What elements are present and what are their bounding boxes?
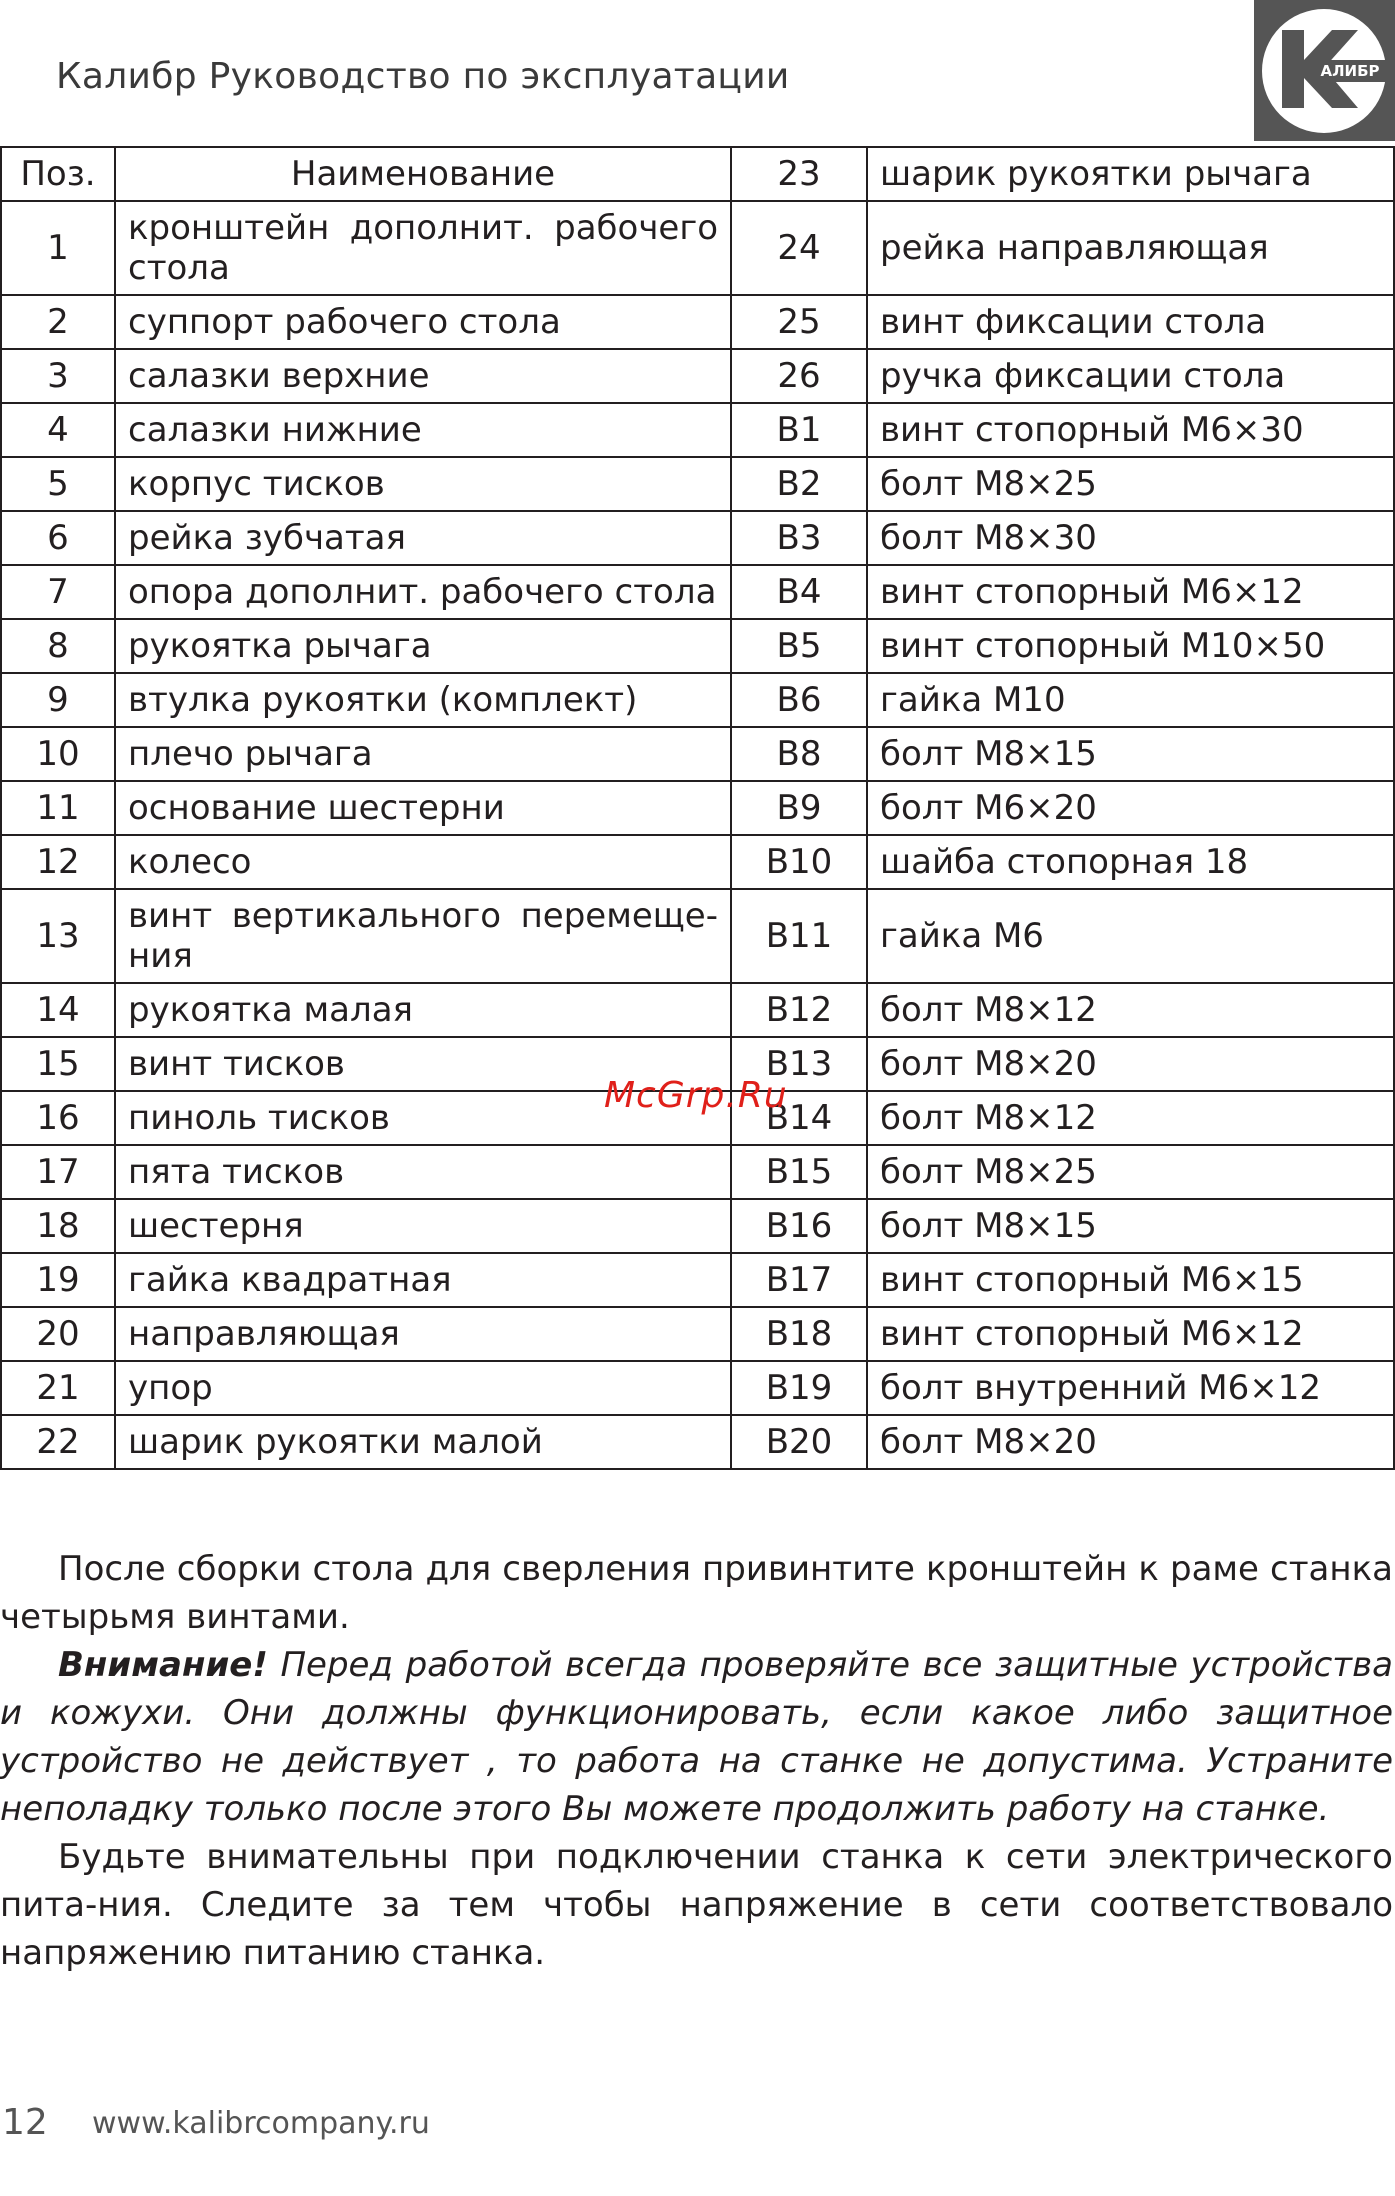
cell-name: упор [115,1361,731,1415]
cell-name2: ручка фиксации стола [867,349,1394,403]
footer-website: www.kalibrcompany.ru [92,2106,430,2141]
cell-name: винт вертикального перемеще-ния [115,889,731,983]
header-cell-pos2: 23 [731,147,867,201]
table-row [1,1307,1394,1361]
kalibr-logo-icon [1254,0,1395,141]
cell-pos: 5 [1,457,115,511]
table-row [1,1199,1394,1253]
cell-name: втулка рукоятки (комплект) [115,673,731,727]
cell-name2: винт стопорный М6×12 [867,1307,1394,1361]
cell-pos: 14 [1,983,115,1037]
cell-name: кронштейн дополнит. рабочего стола [115,201,731,295]
cell-pos: 17 [1,1145,115,1199]
cell-pos2: B3 [731,511,867,565]
warning-text: Перед работой всегда проверяйте все защитные устройства и кожухи. Они должны функционировать, если какое либо защитное устройство не действует , то работа на станке не допустима. Устраните неполадку только после этого Вы можете продолжить работу на станке. [0,1645,1393,1829]
table-row [1,835,1394,889]
cell-name: рукоятка рычага [115,619,731,673]
header-cell-name: Наименование [115,147,731,201]
cell-name: корпус тисков [115,457,731,511]
cell-pos: 10 [1,727,115,781]
cell-pos2: 24 [731,201,867,295]
cell-name2: болт М8×12 [867,983,1394,1037]
cell-pos2: B5 [731,619,867,673]
cell-name2: винт стопорный М6×12 [867,565,1394,619]
cell-name2: рейка направляющая [867,201,1394,295]
cell-pos2: B13 [731,1037,867,1091]
table-row [1,983,1394,1037]
table-row [1,457,1394,511]
cell-pos: 16 [1,1091,115,1145]
cell-name2: болт М8×20 [867,1415,1394,1469]
cell-name: суппорт рабочего стола [115,295,731,349]
parts-table [0,146,1395,1470]
watermark: McGrp.Ru [604,1075,788,1116]
cell-name: плечо рычага [115,727,731,781]
cell-name: пята тисков [115,1145,731,1199]
cell-pos2: B12 [731,983,867,1037]
cell-pos2: B14 [731,1091,867,1145]
cell-name: направляющая [115,1307,731,1361]
cell-pos: 22 [1,1415,115,1469]
warning-paragraph [0,1641,1393,1833]
table-row [1,673,1394,727]
cell-pos: 9 [1,673,115,727]
table-row [1,1253,1394,1307]
cell-name: винт тисков [115,1037,731,1091]
cell-pos2: 25 [731,295,867,349]
cell-name2: болт М8×25 [867,1145,1394,1199]
cell-name2: винт фиксации стола [867,295,1394,349]
cell-name2: гайка М10 [867,673,1394,727]
table-row [1,781,1394,835]
table-row [1,1145,1394,1199]
page-number: 12 [2,2102,48,2143]
assembly-paragraph: После сборки стола для сверления привинтите кронштейн к раме станка четырьмя винтами. [0,1549,1393,1637]
cell-pos2: B11 [731,889,867,983]
cell-name2: гайка М6 [867,889,1394,983]
cell-name2: болт внутренний М6×12 [867,1361,1394,1415]
cell-pos2: 26 [731,349,867,403]
cell-pos: 18 [1,1199,115,1253]
warning-label: Внимание! [58,1645,268,1685]
cell-name: пиноль тисков [115,1091,731,1145]
table-row [1,619,1394,673]
cell-pos: 4 [1,403,115,457]
table-row [1,727,1394,781]
cell-name2: болт М8×20 [867,1037,1394,1091]
table-row [1,565,1394,619]
cell-pos: 15 [1,1037,115,1091]
logo-text: АЛИБР [1320,62,1380,80]
cell-name2: винт стопорный М6×15 [867,1253,1394,1307]
cell-pos2: B4 [731,565,867,619]
cell-name2: болт М8×30 [867,511,1394,565]
cell-pos2: B18 [731,1307,867,1361]
header-cell-pos: Поз. [1,147,115,201]
page-header-title: Калибр Руководство по эксплуатации [56,56,790,97]
table-row [1,511,1394,565]
cell-pos: 19 [1,1253,115,1307]
cell-name: колесо [115,835,731,889]
cell-name: гайка квадратная [115,1253,731,1307]
table-row [1,1361,1394,1415]
cell-pos: 20 [1,1307,115,1361]
cell-name2: болт М8×12 [867,1091,1394,1145]
cell-pos2: B8 [731,727,867,781]
cell-name2: винт стопорный М6×30 [867,403,1394,457]
cell-name2: болт М8×15 [867,727,1394,781]
table-row [1,1415,1394,1469]
table-row [1,201,1394,295]
cell-name2: болт М8×15 [867,1199,1394,1253]
header-cell-name2: шарик рукоятки рычага [867,147,1394,201]
instructions-text [0,1545,1393,1977]
cell-pos: 11 [1,781,115,835]
cell-name: шестерня [115,1199,731,1253]
cell-name: опора дополнит. рабочего стола [115,565,731,619]
cell-pos: 8 [1,619,115,673]
cell-name2: болт М8×25 [867,457,1394,511]
kalibr-logo [1254,0,1395,141]
cell-name: шарик рукоятки малой [115,1415,731,1469]
cell-pos2: B1 [731,403,867,457]
cell-name: салазки нижние [115,403,731,457]
cell-name: салазки верхние [115,349,731,403]
cell-pos: 6 [1,511,115,565]
cell-pos: 7 [1,565,115,619]
table-row [1,349,1394,403]
cell-name: рейка зубчатая [115,511,731,565]
cell-pos: 12 [1,835,115,889]
cell-pos2: B2 [731,457,867,511]
cell-pos2: B15 [731,1145,867,1199]
cell-pos2: B16 [731,1199,867,1253]
cell-pos: 13 [1,889,115,983]
cell-name2: шайба стопорная 18 [867,835,1394,889]
cell-pos: 3 [1,349,115,403]
cell-name: рукоятка малая [115,983,731,1037]
table-row [1,403,1394,457]
cell-name: основание шестерни [115,781,731,835]
cell-pos: 21 [1,1361,115,1415]
cell-pos2: B6 [731,673,867,727]
cell-pos: 1 [1,201,115,295]
cell-pos: 2 [1,295,115,349]
table-header-row [1,147,1394,201]
cell-pos2: B17 [731,1253,867,1307]
cell-pos2: B9 [731,781,867,835]
cell-pos2: B19 [731,1361,867,1415]
cell-pos2: B20 [731,1415,867,1469]
cell-name2: винт стопорный М10×50 [867,619,1394,673]
table-row [1,889,1394,983]
cell-name2: болт М6×20 [867,781,1394,835]
power-paragraph: Будьте внимательны при подключении станка к сети электрического пита-ния. Следите за тем чтобы напряжение в сети соответствовало напряжению питанию станка. [0,1837,1393,1973]
cell-pos2: B10 [731,835,867,889]
table-row [1,295,1394,349]
